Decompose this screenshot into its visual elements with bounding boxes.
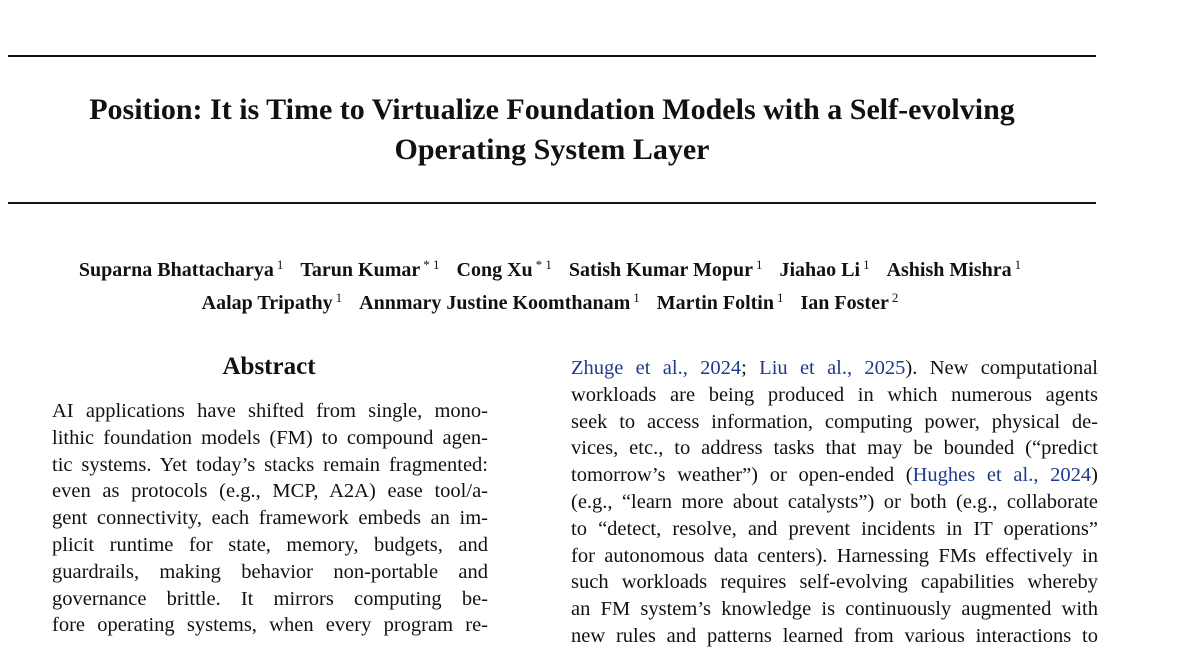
affiliation-mark: 1 bbox=[335, 290, 343, 305]
affiliation-mark: 1 bbox=[756, 257, 763, 272]
author: Ian Foster $^2$ bbox=[800, 290, 899, 314]
affiliation-mark: 1 bbox=[777, 290, 784, 305]
body-line: to “detect, resolve, and prevent incidents in IT operations” bbox=[571, 517, 1098, 540]
author: Suparna Bhattacharya $^1$ bbox=[78, 257, 284, 281]
abstract-heading: Abstract bbox=[222, 353, 316, 380]
author: Aalap Tripathy $^1$ bbox=[201, 290, 343, 314]
title-line-2: Operating System Layer bbox=[394, 133, 710, 166]
affiliation-mark: 2 bbox=[891, 290, 899, 305]
abstract-line: even as protocols (e.g., MCP, A2A) ease tool/a- bbox=[52, 480, 488, 503]
citation-link[interactable]: Zhuge et al., 2024 bbox=[571, 357, 742, 379]
affiliation-mark: 1 bbox=[1014, 257, 1022, 272]
author: Satish Kumar Mopur $^1$ bbox=[568, 257, 763, 281]
body-line: an FM system’s knowledge is continuously augmented with bbox=[571, 598, 1098, 621]
citation-link[interactable]: Liu et al., 2025 bbox=[759, 357, 906, 379]
body-line: new rules and patterns learned from various interactions to bbox=[571, 624, 1098, 647]
title-line-1: Position: It is Time to Virtualize Foundation Models with a Self-evolving bbox=[89, 93, 1015, 126]
abstract-line: fore operating systems, when every program re- bbox=[52, 614, 488, 637]
abstract-line: governance brittle. It mirrors computing be- bbox=[52, 587, 488, 610]
author-list bbox=[0, 251, 1100, 317]
abstract-line: plicit runtime for state, memory, budgets, and bbox=[52, 533, 488, 556]
body-line: such workloads requires self-evolving capabilities whereby bbox=[571, 571, 1098, 594]
author: Annmary Justine Koomthanam $^1$ bbox=[359, 290, 640, 314]
body-line: vices, etc., to address tasks that may be bounded (“predict bbox=[571, 437, 1098, 460]
affiliation-mark: * 1 bbox=[535, 257, 552, 272]
paper-title bbox=[0, 90, 1104, 170]
top-rule bbox=[8, 55, 1096, 57]
citation-link[interactable]: Hughes et al., 2024 bbox=[912, 464, 1092, 487]
body-line: (e.g., “learn more about catalysts”) or both (e.g., collaborate bbox=[571, 490, 1098, 513]
body-line: seek to access information, computing power, physical de- bbox=[571, 410, 1098, 433]
affiliation-mark: 1 bbox=[863, 257, 870, 272]
author-row-1 bbox=[0, 251, 1100, 284]
body-line: tomorrow’s weather”) or open-ended (Hughes et al., 2024) bbox=[571, 464, 1098, 487]
body-line: for autonomous data centers). Harnessing FMs effectively in bbox=[571, 544, 1098, 567]
body-text-column bbox=[571, 355, 1098, 650]
author: Jiahao Li $^1$ bbox=[779, 257, 870, 281]
author: Tarun Kumar $^{* 1}$ bbox=[300, 257, 440, 281]
abstract-line: AI applications have shifted from single, mono- bbox=[52, 400, 488, 422]
author: Ashish Mishra $^1$ bbox=[886, 257, 1022, 281]
abstract-line: lithic foundation models (FM) to compound agen- bbox=[52, 426, 488, 449]
author-row-2 bbox=[0, 284, 1100, 317]
bottom-rule bbox=[8, 202, 1096, 204]
abstract-body bbox=[52, 398, 488, 639]
author: Cong Xu $^{* 1}$ bbox=[456, 257, 552, 281]
affiliation-mark: 1 bbox=[633, 290, 640, 305]
abstract-line: tic systems. Yet today’s stacks remain fragmented: bbox=[52, 453, 488, 476]
author: Martin Foltin $^1$ bbox=[656, 290, 784, 314]
body-line: workloads are being produced in which numerous agents bbox=[571, 383, 1098, 406]
body-line: Zhuge et al., 2024; Liu et al., 2025). New computational bbox=[571, 357, 1098, 379]
affiliation-mark: * 1 bbox=[423, 257, 440, 272]
abstract-line: gent connectivity, each framework embeds an im- bbox=[52, 507, 488, 530]
abstract-line: guardrails, making behavior non-portable and bbox=[52, 560, 488, 583]
affiliation-mark: 1 bbox=[276, 257, 284, 272]
